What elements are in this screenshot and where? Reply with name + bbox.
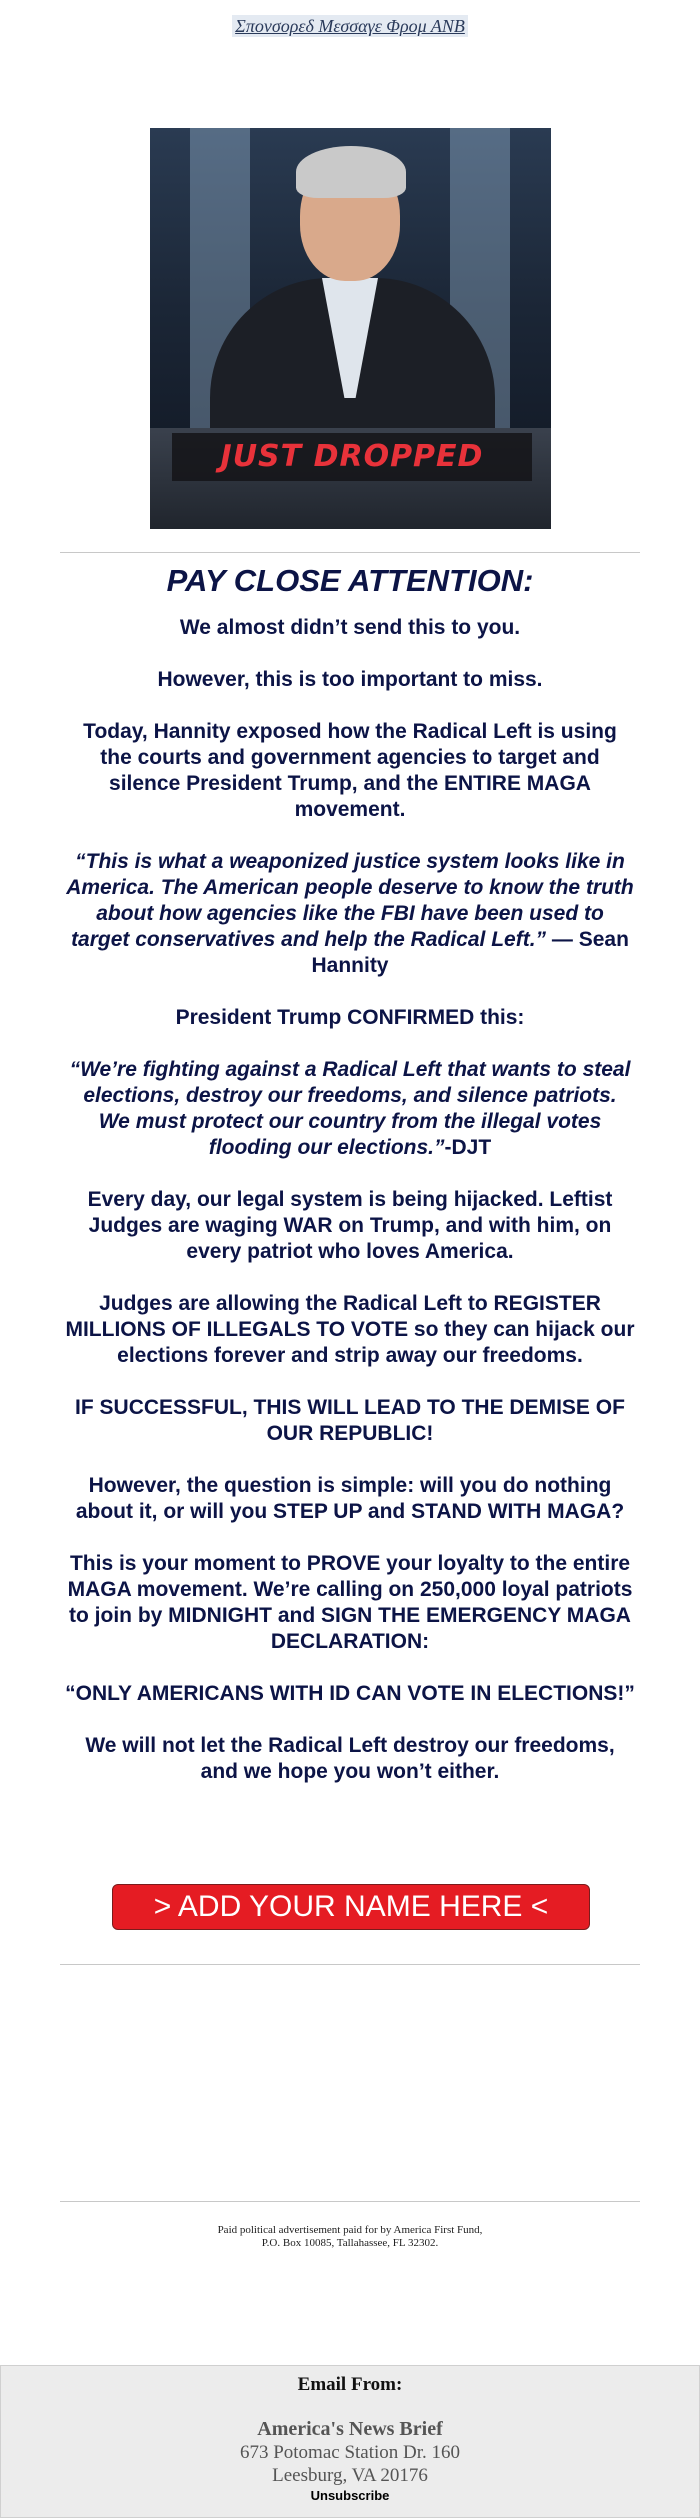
hero-banner-text: JUST DROPPED	[220, 439, 484, 474]
divider-bottom	[60, 2201, 640, 2202]
paragraph-6: This is your moment to PROVE your loyalty to the entire MAGA movement. We’re calling on 250,000 loyal patriots to join by MIDNIGHT and SIGN THE EMERGENCY MAGA DECLARATION:	[67, 1552, 633, 1653]
hannity-quote-text: “This is what a weaponized justice system looks like in America. The American people deserve to know the truth about how agencies like the FBI have been used to target conservatives and help the Radical Left.”	[66, 850, 634, 951]
declaration: “ONLY AMERICANS WITH ID CAN VOTE IN ELECTIONS!”	[65, 1682, 635, 1705]
trump-quote	[65, 1057, 635, 1161]
trump-quote-text: “We’re fighting against a Radical Left that wants to steal elections, destroy our freedoms, and silence patriots. We must protect our country from the illegal votes flooding our elections.”	[69, 1058, 631, 1159]
divider-middle	[60, 1964, 640, 1965]
paragraph-1: Today, Hannity exposed how the Radical Left is using the courts and government agencies to target and silence President Trump, and the ENTIRE MAGA movement.	[83, 720, 617, 821]
hero-image[interactable]	[150, 128, 551, 529]
legal-line-1: Paid political advertisement paid for by America First Fund,	[217, 2224, 483, 2236]
hero-banner	[172, 433, 532, 481]
paragraph-3: Judges are allowing the Radical Left to REGISTER MILLIONS OF ILLEGALS TO VOTE so they can hijack our elections forever and strip away our freedoms.	[65, 1292, 635, 1367]
sponsor-link[interactable]: Σπονσορεδ Μεσσαγε Φρομ ΑΝΒ	[232, 15, 468, 37]
intro-line-1: We almost didn’t send this to you.	[179, 616, 521, 639]
presenter-hair	[296, 146, 406, 198]
email-from-label: Email From:	[297, 2374, 403, 2395]
hannity-quote	[65, 849, 635, 979]
intro-line-2: However, this is too important to miss.	[157, 668, 543, 691]
hannity-quote-attribution: — Sean Hannity	[311, 928, 629, 977]
trump-quote-attribution: -DJT	[444, 1136, 492, 1159]
divider-top	[60, 552, 640, 553]
legal-disclaimer	[0, 2224, 700, 2250]
add-name-button[interactable]: > ADD YOUR NAME HERE <	[112, 1884, 590, 1930]
sender-footer	[0, 2365, 700, 2518]
confirm-line: President Trump CONFIRMED this:	[175, 1006, 525, 1029]
sender-address-line-2: Leesburg, VA 20176	[272, 2465, 428, 2486]
sender-name: America's News Brief	[257, 2418, 443, 2440]
headline: PAY CLOSE ATTENTION:	[166, 563, 534, 598]
paragraph-5: However, the question is simple: will you do nothing about it, or will you STEP UP and STAND WITH MAGA?	[75, 1474, 625, 1523]
closing-line: We will not let the Radical Left destroy our freedoms, and we hope you won’t either.	[85, 1734, 615, 1783]
unsubscribe-link[interactable]: Unsubscribe	[310, 2488, 390, 2503]
paragraph-2: Every day, our legal system is being hijacked. Leftist Judges are waging WAR on Trump, and with him, on every patriot who loves America.	[87, 1188, 613, 1263]
sender-address-line-1: 673 Potomac Station Dr. 160	[239, 2442, 461, 2463]
paragraph-4: IF SUCCESSFUL, THIS WILL LEAD TO THE DEMISE OF OUR REPUBLIC!	[75, 1396, 625, 1445]
sponsor-header	[0, 16, 700, 37]
email-body	[65, 563, 635, 1811]
legal-line-2: P.O. Box 10085, Tallahassee, FL 32302.	[261, 2237, 439, 2249]
